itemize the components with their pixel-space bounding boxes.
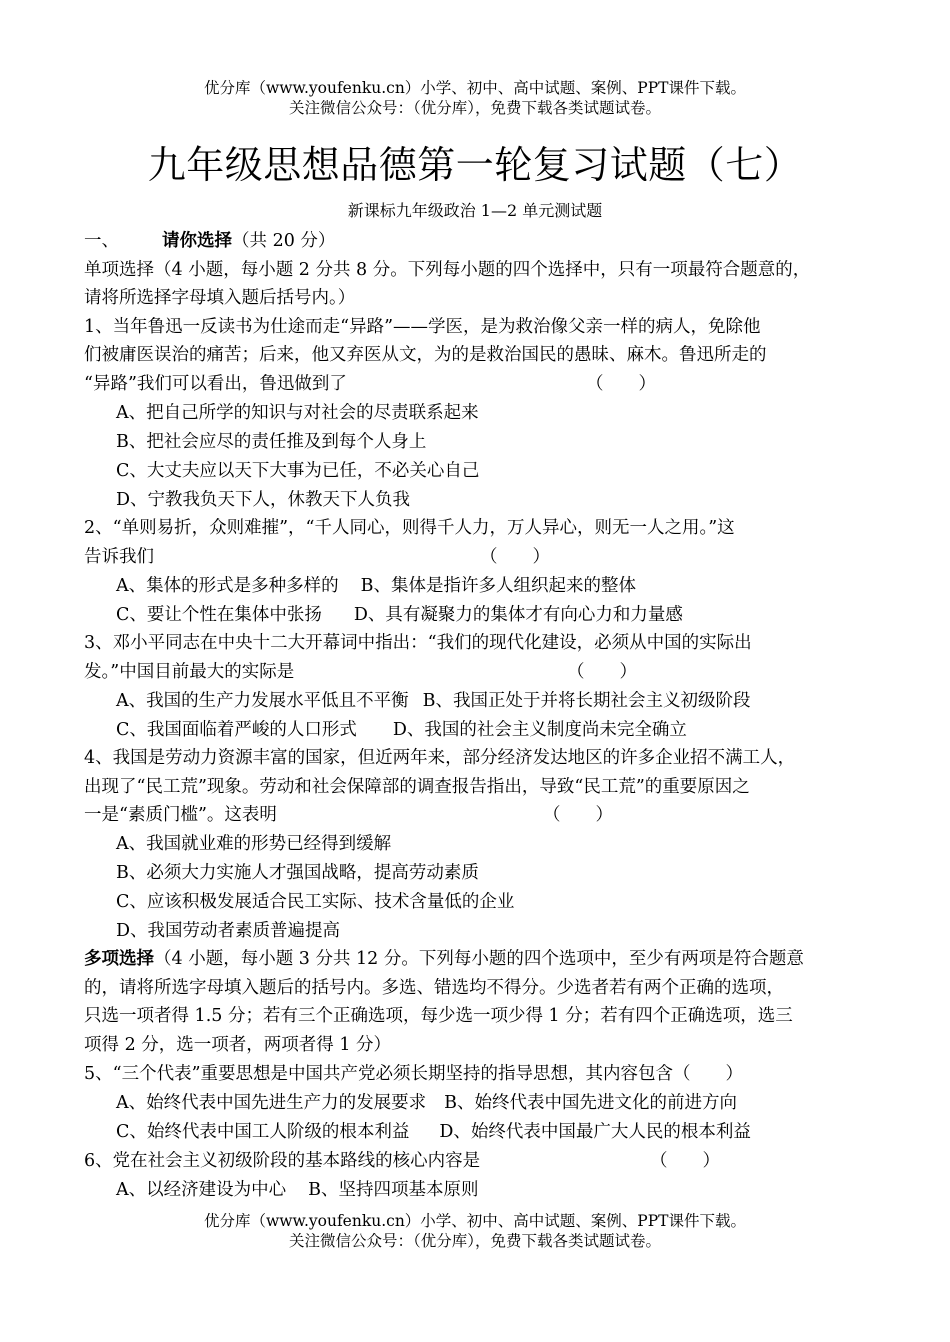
q4-line-3: 一是“素质门槛”。这表明 <box>84 805 277 825</box>
q6-answer-blank: （ ） <box>650 1151 720 1171</box>
q5-options-ab <box>116 1091 737 1115</box>
q3-option-a: A、我国的生产力发展水平低且不平衡 <box>116 691 409 711</box>
q2-option-c: C、要让个性在集体中张扬 <box>116 605 322 625</box>
q1-option-b: B、把社会应尽的责任推及到每个人身上 <box>116 432 427 452</box>
multi-heading: 多项选择 <box>84 949 154 969</box>
q4-option-d: D、我国劳动者素质普遍提高 <box>116 921 341 941</box>
q1-option-c: C、大丈夫应以天下大事为已任，不必关心自己 <box>116 461 480 481</box>
q1-line-3 <box>84 372 347 396</box>
q2-line-1: 2、“单则易折，众则难摧”，“千人同心，则得千人力，万人异心，则无一人之用。”这 <box>84 518 735 538</box>
footer-line-2: 关注微信公众号：（优分库），免费下载各类试题试卷。 <box>288 1232 661 1250</box>
q4-option-c: C、应该积极发展适合民工实际、技术含量低的企业 <box>116 892 515 912</box>
q2-options-cd <box>116 603 683 627</box>
header-line-2: 关注微信公众号：（优分库），免费下载各类试题试卷。 <box>288 99 661 117</box>
q1-answer-blank: （ ） <box>586 374 656 394</box>
q4-line-2: 出现了“民工荒”现象。劳动和社会保障部的调查报告指出，导致“民工荒”的重要原因之 <box>84 777 750 797</box>
q3-option-c: C、我国面临着严峻的人口形式 <box>116 720 357 740</box>
multi-intro-line-3: 只选一项者得 1.5 分；若有三个正确选项，每少选一项少得 1 分；若有四个正确选项，选三 <box>84 1006 793 1026</box>
section-points: （共 20 分） <box>232 231 336 251</box>
q2-option-b: B、集体是指许多人组织起来的整体 <box>360 576 636 596</box>
q5-option-a: A、始终代表中国先进生产力的发展要求 <box>116 1093 427 1113</box>
q6-option-b: B、坚持四项基本原则 <box>308 1180 479 1200</box>
q5-line-1: 5、“三个代表”重要思想是中国共产党必须长期坚持的指导思想，其内容包含（ ） <box>84 1064 744 1084</box>
single-intro-line-1: 单项选择（4 小题，每小题 2 分共 8 分。下列每小题的四个选择中，只有一项最符合题意的， <box>84 260 811 280</box>
q3-option-b: B、我国正处于并将长期社会主义初级阶段 <box>422 691 751 711</box>
multi-intro-line-1 <box>84 947 804 971</box>
q5-option-d: D、始终代表中国最广大人民的根本利益 <box>439 1122 751 1142</box>
section-title: 请你选择 <box>162 231 232 251</box>
q3-options-ab <box>116 689 751 713</box>
multi-intro-line-2: 的，请将所选字母填入题后的括号内。多选、错选均不得分。少选者若有两个正确的选项， <box>84 978 784 998</box>
q5-option-b: B、始终代表中国先进文化的前进方向 <box>444 1093 737 1113</box>
q1-option-d: D、宁教我负天下人，休教天下人负我 <box>116 490 411 510</box>
q5-options-cd <box>116 1120 751 1144</box>
page-title: 九年级思想品德第一轮复习试题（七） <box>147 143 803 187</box>
q3-option-d: D、我国的社会主义制度尚未完全确立 <box>392 720 687 740</box>
q3-line-2: 发。”中国目前最大的实际是 <box>84 662 295 682</box>
header-line-1: 优分库（www.youfenku.cn）小学、初中、高中试题、案例、PPT课件下载。 <box>203 79 747 97</box>
q4-line-1: 4、我国是劳动力资源丰富的国家，但近两年来，部分经济发达地区的许多企业招不满工人， <box>84 748 796 768</box>
q1-line-2: 们被庸医误治的痛苦；后来，他又弃医从文，为的是救治国民的愚昧、麻木。鲁迅所走的 <box>84 345 767 365</box>
q6-line-1: 6、党在社会主义初级阶段的基本路线的核心内容是 <box>84 1151 481 1171</box>
q3-options-cd <box>116 718 687 742</box>
q2-line-2: 告诉我们 <box>84 547 154 567</box>
q4-answer-blank: （ ） <box>543 805 613 825</box>
footer-line-1: 优分库（www.youfenku.cn）小学、初中、高中试题、案例、PPT课件下载。 <box>203 1212 747 1230</box>
q5-option-c: C、始终代表中国工人阶级的根本利益 <box>116 1122 410 1142</box>
q2-options-ab <box>116 574 636 598</box>
q3-line-1: 3、邓小平同志在中央十二大开幕词中指出：“我们的现代化建设，必须从中国的实际出 <box>84 633 752 653</box>
section-heading <box>84 229 335 253</box>
multi-intro-line-4: 项得 2 分，选一项者，两项者得 1 分） <box>84 1035 392 1055</box>
q2-answer-blank: （ ） <box>480 547 550 567</box>
q1-line-1: 1、当年鲁迅一反读书为仕途而走“异路”——学医，是为救治像父亲一样的病人，免除他 <box>84 317 761 337</box>
q1-stem: “异路”我们可以看出，鲁迅做到了 <box>84 374 347 394</box>
q1-option-a: A、把自己所学的知识与对社会的尽责联系起来 <box>116 403 479 423</box>
q3-answer-blank: （ ） <box>567 662 637 682</box>
page-subtitle: 新课标九年级政治 1—2 单元测试题 <box>347 201 603 220</box>
multi-intro-text: （4 小题，每小题 3 分共 12 分。下列每小题的四个选项中，至少有两项是符合题意 <box>154 949 804 969</box>
q4-option-b: B、必须大力实施人才强国战略，提高劳动素质 <box>116 863 479 883</box>
q6-option-a: A、以经济建设为中心 <box>116 1180 287 1200</box>
q6-options-ab <box>116 1178 479 1202</box>
single-intro-line-2: 请将所选择字母填入题后括号内。） <box>84 288 356 308</box>
q2-option-d: D、具有凝聚力的集体才有向心力和力量感 <box>353 605 683 625</box>
section-number: 一、 <box>84 231 119 251</box>
q4-option-a: A、我国就业难的形势已经得到缓解 <box>116 834 392 854</box>
q2-option-a: A、集体的形式是多种多样的 <box>116 576 339 596</box>
